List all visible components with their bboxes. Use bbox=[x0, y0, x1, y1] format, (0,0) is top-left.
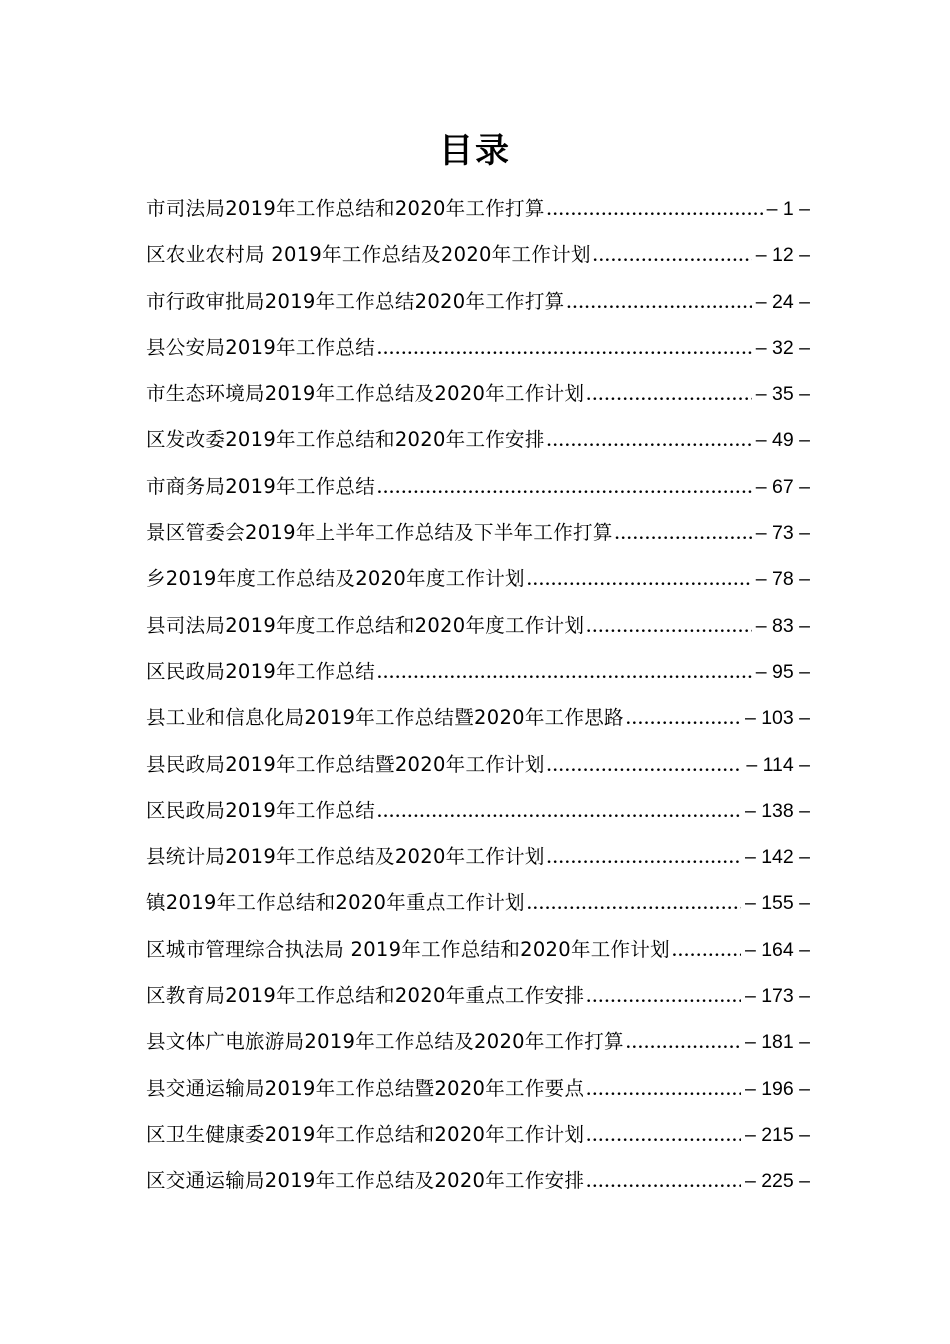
toc-entry[interactable] bbox=[146, 556, 810, 602]
toc-dot-leader bbox=[584, 373, 752, 419]
toc-entry-page-number: – 196 – bbox=[744, 1077, 810, 1100]
toc-dot-leader bbox=[545, 188, 763, 234]
toc-entry-page-number: – 155 – bbox=[744, 892, 810, 915]
toc-entry-title: 市司法局2019年工作总结和2020年工作打算 bbox=[146, 197, 545, 220]
toc-dot-leader bbox=[584, 975, 741, 1021]
toc-entry-title: 区交通运输局2019年工作总结及2020年工作安排 bbox=[146, 1169, 585, 1193]
toc-dot-leader bbox=[375, 466, 752, 512]
toc-entry-title: 县统计局2019年工作总结及2020年工作计划 bbox=[146, 845, 545, 869]
toc-dot-leader bbox=[375, 327, 752, 373]
toc-entry-title: 乡2019年度工作总结及2020年度工作计划 bbox=[146, 567, 525, 591]
toc-entry-title: 县交通运输局2019年工作总结暨2020年工作要点 bbox=[146, 1076, 585, 1100]
toc-entry-page-number: – 173 – bbox=[744, 985, 810, 1008]
toc-entry-page-number: – 49 – bbox=[755, 429, 810, 452]
toc-dot-leader bbox=[624, 1021, 741, 1067]
toc-dot-leader bbox=[375, 790, 741, 836]
toc-entry-page-number: – 114 – bbox=[746, 753, 810, 776]
toc-dot-leader bbox=[525, 882, 741, 928]
toc-entry-page-number: – 95 – bbox=[755, 660, 810, 683]
toc-entry-page-number: – 1 – bbox=[766, 198, 810, 220]
toc-entry-page-number: – 142 – bbox=[744, 846, 810, 869]
toc-entry[interactable] bbox=[146, 279, 810, 325]
toc-entry-page-number: – 103 – bbox=[744, 707, 810, 730]
toc-entry-page-number: – 225 – bbox=[744, 1170, 810, 1193]
toc-dot-leader bbox=[525, 558, 752, 604]
toc-title: 目录 bbox=[439, 131, 511, 171]
toc-dot-leader bbox=[670, 929, 741, 975]
toc-entry[interactable] bbox=[146, 1019, 810, 1065]
toc-entry-title: 区民政局2019年工作总结 bbox=[146, 659, 376, 683]
toc-entry[interactable] bbox=[146, 880, 810, 926]
toc-dot-leader bbox=[545, 419, 752, 465]
toc-entry[interactable] bbox=[146, 695, 810, 741]
toc-entry-title: 区卫生健康委2019年工作总结和2020年工作计划 bbox=[146, 1122, 585, 1146]
toc-entry[interactable] bbox=[146, 788, 810, 834]
toc-dot-leader bbox=[584, 605, 752, 651]
toc-dot-leader bbox=[613, 512, 752, 558]
toc-entry-page-number: – 12 – bbox=[755, 244, 810, 267]
toc-dot-leader bbox=[545, 836, 741, 882]
toc-entry-page-number: – 32 – bbox=[755, 336, 810, 359]
toc-entry-page-number: – 181 – bbox=[744, 1031, 810, 1054]
toc-entry-page-number: – 73 – bbox=[755, 522, 810, 545]
toc-dot-leader bbox=[584, 1160, 741, 1206]
toc-dot-leader bbox=[375, 651, 752, 697]
toc-entry-title: 县公安局2019年工作总结 bbox=[146, 335, 376, 359]
toc-entry-title: 市生态环境局2019年工作总结及2020年工作计划 bbox=[146, 382, 585, 406]
toc-entry-title: 景区管委会2019年上半年工作总结及下半年工作打算 bbox=[146, 521, 613, 545]
toc-entry[interactable] bbox=[146, 1112, 810, 1158]
toc-entry-title: 区农业农村局 2019年工作总结及2020年工作计划 bbox=[146, 243, 591, 267]
toc-entry-title: 区教育局2019年工作总结和2020年重点工作安排 bbox=[146, 984, 585, 1008]
toc-entry-page-number: – 164 – bbox=[744, 938, 810, 961]
toc-entry[interactable] bbox=[146, 510, 810, 556]
toc-dot-leader bbox=[624, 697, 741, 743]
toc-entry-title: 市商务局2019年工作总结 bbox=[146, 474, 376, 498]
toc-entry-title: 县民政局2019年工作总结暨2020年工作计划 bbox=[146, 752, 545, 776]
toc-entry-title: 区发改委2019年工作总结和2020年工作安排 bbox=[146, 428, 545, 452]
toc-dot-leader bbox=[545, 744, 743, 790]
toc-entry[interactable] bbox=[146, 649, 810, 695]
toc-entry-title: 区城市管理综合执法局 2019年工作总结和2020年工作计划 bbox=[146, 937, 670, 961]
toc-entry[interactable] bbox=[146, 186, 810, 232]
toc-entry-page-number: – 67 – bbox=[755, 475, 810, 498]
toc-entry-title: 区民政局2019年工作总结 bbox=[146, 798, 376, 822]
toc-entry[interactable] bbox=[146, 603, 810, 649]
toc-entry-page-number: – 215 – bbox=[744, 1123, 810, 1146]
toc-entry[interactable] bbox=[146, 417, 810, 463]
toc-entry[interactable] bbox=[146, 742, 810, 788]
toc-entry-title: 镇2019年工作总结和2020年重点工作计划 bbox=[146, 891, 525, 915]
toc-entry[interactable] bbox=[146, 464, 810, 510]
toc-entry[interactable] bbox=[146, 834, 810, 880]
toc-entry-title: 市行政审批局2019年工作总结2020年工作打算 bbox=[146, 289, 565, 313]
toc-dot-leader bbox=[564, 281, 751, 327]
toc-entry[interactable] bbox=[146, 927, 810, 973]
toc-entry[interactable] bbox=[146, 1158, 810, 1204]
toc-entry-page-number: – 35 – bbox=[755, 383, 810, 406]
toc-entry-title: 县司法局2019年度工作总结和2020年度工作计划 bbox=[146, 613, 585, 637]
toc-list bbox=[146, 186, 810, 1205]
toc-entry[interactable] bbox=[146, 1066, 810, 1112]
toc-entry[interactable] bbox=[146, 973, 810, 1019]
toc-dot-leader bbox=[584, 1114, 741, 1160]
toc-entry-page-number: – 83 – bbox=[755, 614, 810, 637]
toc-entry-page-number: – 78 – bbox=[755, 568, 810, 591]
toc-entry-title: 县文体广电旅游局2019年工作总结及2020年工作打算 bbox=[146, 1030, 624, 1054]
toc-entry[interactable] bbox=[146, 325, 810, 371]
toc-entry-page-number: – 24 – bbox=[755, 290, 810, 313]
toc-entry[interactable] bbox=[146, 371, 810, 417]
toc-entry-title: 县工业和信息化局2019年工作总结暨2020年工作思路 bbox=[146, 706, 624, 730]
toc-dot-leader bbox=[591, 234, 752, 280]
toc-dot-leader bbox=[584, 1068, 741, 1114]
toc-entry-page-number: – 138 – bbox=[744, 799, 810, 822]
toc-entry[interactable] bbox=[146, 232, 810, 278]
